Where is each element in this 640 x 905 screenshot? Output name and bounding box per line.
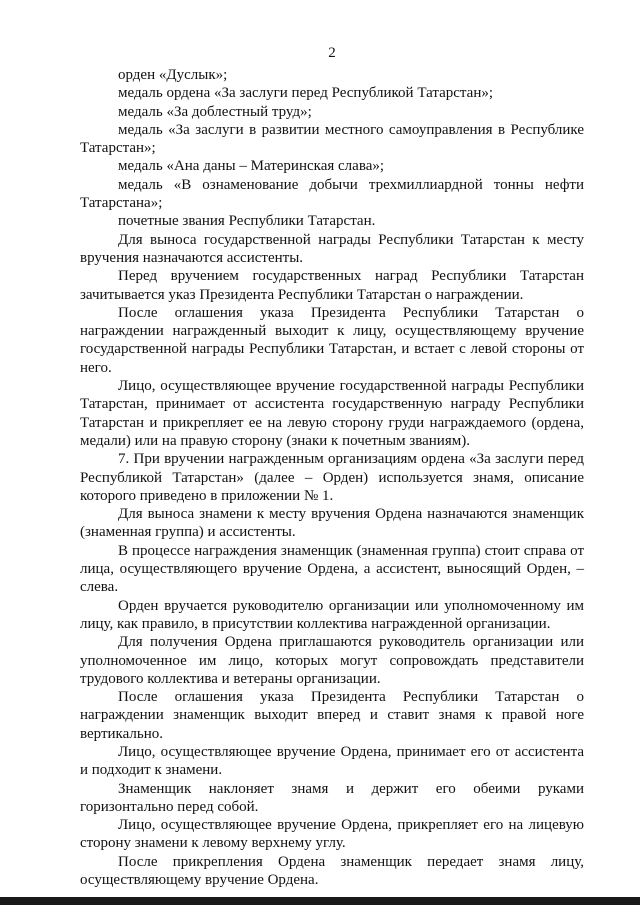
paragraph: орден «Дуслык»; <box>118 67 228 83</box>
paragraph: медаль «За доблестный труд»; <box>118 103 312 120</box>
paragraph: Перед вручением государственных наград Республики Татарстан зачитывается указ Президента Республики Татарстан о награждении. <box>80 268 584 303</box>
paragraph: Орден вручается руководителю организации или уполномоченному им лицу, как правило, в присутствии коллектива награжденной организации. <box>80 597 584 632</box>
paragraph: Для выноса государственной награды Республики Татарстан к месту вручения назначаются ассистенты. <box>80 231 584 266</box>
paragraph: медаль «За заслуги в развитии местного самоуправления в Республике Татарстан»; <box>80 121 584 157</box>
paragraph: Для выноса знамени к месту вручения Ордена назначаются знаменщик (знаменная группа) и ассистенты. <box>80 506 584 541</box>
document-body <box>80 66 584 889</box>
paragraph: Знаменщик наклоняет знамя и держит его обеими руками горизонтально перед собой. <box>80 780 584 815</box>
paragraph: медаль «В ознаменование добычи трехмиллиардной тонны нефти Татарстана»; <box>80 176 584 212</box>
paragraph: После оглашения указа Президента Республики Татарстан о награждении знаменщик выходит вперед и ставит знамя к правой ноге вертикально. <box>80 689 584 742</box>
paragraph: Лицо, осуществляющее вручение государственной награды Республики Татарстан, принимает от ассистента государственную награду Республики Татарстан и прикрепляет ее на левую сторону груди награждаемого (ордена, медали) или на правую сторону (знаки к почетным званиям). <box>80 378 584 449</box>
paragraph: медаль ордена «За заслуги перед Республикой Татарстан»; <box>118 85 494 102</box>
paragraph: Лицо, осуществляющее вручение Ордена, прикрепляет его на лицевую сторону знамени к левому верхнему углу. <box>80 817 584 852</box>
paragraph: почетные звания Республики Татарстан. <box>118 213 376 230</box>
paragraph: 7. При вручении награжденным организациям ордена «За заслуги перед Республикой Татарстан» (далее – Орден) используется знамя, описание которого приведено в приложении № 1. <box>80 451 584 504</box>
paragraph: После оглашения указа Президента Республики Татарстан о награждении награжденный выходит к лицу, осуществляющему вручение государственной награды Республики Татарстан, и встает с левой стороны от него. <box>80 304 584 376</box>
paragraph: После прикрепления Ордена знаменщик передает знамя лицу, осуществляющему вручение Ордена. <box>80 853 584 889</box>
paragraph: медаль «Ана даны – Материнская слава»; <box>118 158 385 175</box>
paragraph: В процессе награждения знаменщик (знаменная группа) стоит справа от лица, осуществляющего вручение Ордена, а ассистент, выносящий Орден, – слева. <box>80 542 584 596</box>
paragraph: Лицо, осуществляющее вручение Ордена, принимает его от ассистента и подходит к знамени. <box>80 743 584 779</box>
scan-edge-divider <box>0 897 640 905</box>
page-number: 2 <box>328 45 336 61</box>
paragraph: Для получения Ордена приглашаются руководитель организации или уполномоченное им лицо, которых могут сопровождать представители трудового коллектива и ветераны организации. <box>80 634 584 687</box>
